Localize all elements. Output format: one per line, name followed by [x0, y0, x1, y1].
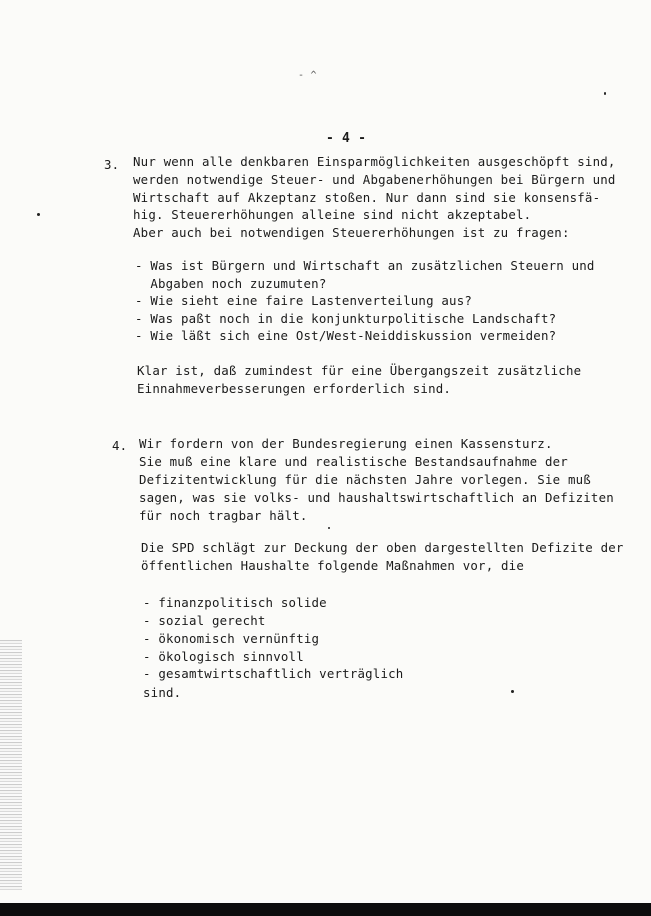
- scan-speck: [511, 690, 514, 693]
- section-4-end: sind.: [143, 685, 182, 700]
- section-3-bullet: Abgaben noch zuzumuten?: [135, 276, 327, 291]
- section-4-number: 4.: [112, 438, 128, 453]
- scan-edge-artifact: [0, 640, 22, 890]
- page-number: - 4 -: [326, 131, 367, 146]
- section-3-bullet: - Wie läßt sich eine Ost/West-Neiddiskussion vermeiden?: [135, 328, 557, 343]
- scan-speck: [328, 527, 330, 529]
- section-4-bullet: - gesamtwirtschaftlich verträglich: [143, 666, 404, 681]
- scan-speck: [37, 213, 40, 216]
- scan-speck: [604, 92, 606, 95]
- scan-bottom-border: [0, 903, 651, 916]
- section-4-bullet: - ökonomisch vernünftig: [143, 631, 320, 646]
- section-3-closing: Klar ist, daß zumindest für eine Übergangszeit zusätzliche: [137, 363, 582, 378]
- section-4-intro: öffentlichen Haushalte folgende Maßnahmen vor, die: [141, 558, 524, 573]
- section-4-line: sagen, was sie volks- und haushaltswirtschaftlich an Defiziten: [139, 490, 614, 505]
- section-3-bullet: - Was ist Bürgern und Wirtschaft an zusätzlichen Steuern und: [135, 258, 595, 273]
- section-4-bullet: - ökologisch sinnvoll: [143, 649, 304, 664]
- section-4-line: für noch tragbar hält.: [139, 508, 308, 523]
- section-3-bullet: - Wie sieht eine faire Lastenverteilung aus?: [135, 293, 473, 308]
- section-3-line: werden notwendige Steuer- und Abgabenerhöhungen bei Bürgern und: [133, 172, 616, 187]
- section-4-line: Wir fordern von der Bundesregierung einen Kassensturz.: [139, 436, 553, 451]
- section-4-bullet: - finanzpolitisch solide: [143, 595, 327, 610]
- section-3-bullet: - Was paßt noch in die konjunkturpolitische Landschaft?: [135, 311, 557, 326]
- section-4-line: Sie muß eine klare und realistische Bestandsaufnahme der: [139, 454, 568, 469]
- section-3-closing: Einnahmeverbesserungen erforderlich sind.: [137, 381, 452, 396]
- section-3-line: Aber auch bei notwendigen Steuererhöhungen ist zu fragen:: [133, 225, 570, 240]
- section-3-line: Wirtschaft auf Akzeptanz stoßen. Nur dann sind sie konsensfä-: [133, 190, 601, 205]
- section-4-bullet: - sozial gerecht: [143, 613, 266, 628]
- section-4-line: Defizitentwicklung für die nächsten Jahre vorlegen. Sie muß: [139, 472, 591, 487]
- section-3-line: Nur wenn alle denkbaren Einsparmöglichkeiten ausgeschöpft sind,: [133, 154, 616, 169]
- section-3-line: hig. Steuererhöhungen alleine sind nicht akzeptabel.: [133, 207, 532, 222]
- section-4-intro: Die SPD schlägt zur Deckung der oben dargestellten Defizite der: [141, 540, 624, 555]
- header-mark: - ^: [298, 70, 317, 81]
- section-3-number: 3.: [104, 157, 120, 172]
